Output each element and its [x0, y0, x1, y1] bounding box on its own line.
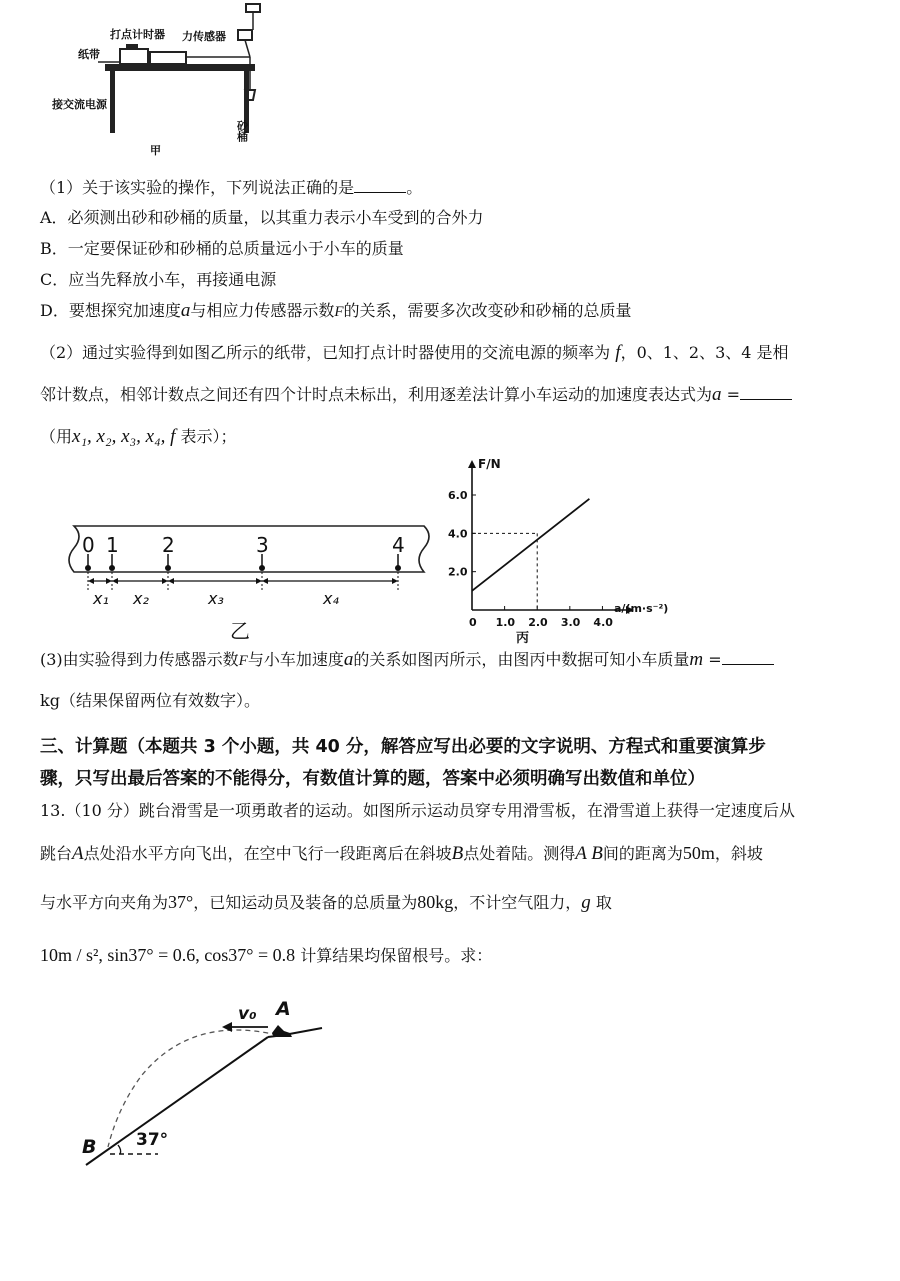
y-tick-label: 2.0: [448, 565, 468, 579]
skier-icon: [272, 1025, 292, 1037]
q3-answer-blank[interactable]: [722, 648, 774, 665]
arrow-left-icon: [168, 578, 174, 584]
force-sensor: [238, 30, 252, 40]
label-b: B: [82, 1136, 97, 1158]
x-tick-label: 3.0: [560, 616, 581, 629]
q13-line3: 与水平方向夹角为37°，已知运动员及装备的总质量为80kg，不计空气阻力，g 取: [40, 892, 612, 913]
table-top: [105, 64, 255, 71]
section3-heading-line2: 骤，只写出最后答案的不能得分，有数值计算的题，答案中必须明确写出数值和单位）: [40, 769, 705, 789]
tape-segment-label: x₄: [323, 589, 339, 608]
q3-line1: (3)由实验得到力传感器示数F与小车加速度a的关系如图丙所示，由图丙中数据可知小车质量m =: [40, 648, 774, 672]
label-angle: 37°: [136, 1130, 169, 1150]
q1-option-b: B．一定要保证砂和砂桶的总质量远小于小车的质量: [40, 239, 404, 258]
arrow-left-icon: [262, 578, 268, 584]
label-zhidai: 纸带: [78, 48, 100, 61]
arrow-left-icon: [112, 578, 118, 584]
label-v0: v₀: [238, 1004, 257, 1024]
arrow-right-icon: [256, 578, 262, 584]
arrow-right-icon: [392, 578, 398, 584]
label-shatong: 砂桶: [235, 120, 249, 142]
label-a: A: [276, 998, 291, 1020]
q13-line1: 13.（10 分）跳台滑雪是一项勇敢者的运动。如图所示运动员穿专用滑雪板，在滑雪道上获得一定速度后从: [40, 801, 795, 820]
x-tick-label: 2.0: [528, 616, 548, 629]
q1-answer-blank[interactable]: [354, 176, 406, 193]
y-tick-label: 4.0: [448, 527, 468, 541]
q1-option-a: A．必须测出砂和砂桶的质量，以其重力表示小车受到的合外力: [40, 208, 484, 227]
tape-point-label: 0: [82, 533, 95, 557]
label-lichuanganqi: 力传感器: [182, 30, 226, 43]
tape-dot: [85, 565, 91, 571]
tape-segment-label: x₂: [133, 589, 149, 608]
label-dadian: 打点计时器: [110, 28, 165, 41]
tape-dot: [395, 565, 401, 571]
arrow-right-icon: [106, 578, 112, 584]
q1-option-c: C．应当先释放小车，再接通电源: [40, 270, 277, 289]
q2-answer-blank[interactable]: [740, 383, 792, 400]
x-tick-label: 1.0: [495, 616, 516, 629]
caption-jia: 甲: [150, 144, 161, 157]
y-axis-arrow-icon: [468, 460, 476, 468]
q2-line3: （用x₁, x₂, x₃, x₄, f 表示）；: [40, 426, 237, 447]
q1-stem: （1）关于该实验的操作，下列说法正确的是 。: [40, 178, 423, 197]
label-jiaoliu: 接交流电源: [52, 98, 107, 111]
q13-line2: 跳台A点处沿水平方向飞出，在空中飞行一段距离后在斜坡B点处着陆。测得A B间的距离为50m，斜坡: [40, 843, 763, 864]
timer-box: [120, 49, 148, 64]
arrow-right-icon: [162, 578, 168, 584]
q1-option-d: D．要想探究加速度a与相应力传感器示数F的关系，需要多次改变砂和砂桶的总质量: [40, 300, 632, 321]
tape-point-label: 2: [162, 533, 175, 557]
x-tick-label: 0: [469, 616, 477, 629]
series-line: [472, 499, 589, 591]
angle-arc: [118, 1145, 121, 1154]
x-tick-label: 4.0: [593, 616, 613, 629]
tape-point-label: 4: [392, 533, 405, 557]
section3-heading-line1: 三、计算题（本题共 3 个小题，共 40 分，解答应写出必要的文字说明、方程式和重要演算步: [40, 737, 766, 757]
figure-yi-tape: [62, 518, 442, 644]
tape-point-label: 3: [256, 533, 269, 557]
figure-jia-apparatus: [50, 0, 280, 158]
y-tick-label: 6.0: [448, 489, 468, 502]
tape-point-label: 1: [106, 533, 119, 557]
table-leg-left: [110, 71, 115, 133]
tape-dot: [259, 565, 265, 571]
q2-line2: 邻计数点，相邻计数点之间还有四个计时点未标出，利用逐差法计算小车运动的加速度表达式为a =: [40, 383, 792, 406]
caption-yi: 乙: [230, 619, 250, 643]
tape-segment-label: x₁: [93, 589, 109, 608]
tape-dot: [109, 565, 115, 571]
caption-bing: 丙: [516, 631, 530, 646]
figure-ski-jump: [72, 995, 342, 1175]
q2-line1: （2）通过实验得到如图乙所示的纸带，已知打点计时器使用的交流电源的频率为 f，0、1、2、3、4 是相: [40, 342, 789, 363]
y-axis-label: F/N: [478, 457, 501, 471]
arrow-head-icon: [222, 1022, 232, 1032]
cart: [150, 52, 186, 64]
arrow-left-icon: [88, 578, 94, 584]
tape-dot: [165, 565, 171, 571]
slope-line: [86, 1037, 268, 1165]
figure-bing-chart: [440, 457, 669, 647]
q3-line2: kg（结果保留两位有效数字）。: [40, 691, 260, 710]
paper-tape: [69, 526, 429, 572]
x-axis-label: a/(m·s⁻²): [614, 602, 669, 615]
q13-line4: 10m / s², sin37° = 0.6, cos37° = 0.8 计算结果均保留根号。求：: [40, 945, 493, 965]
tape-segment-label: x₃: [208, 589, 224, 608]
